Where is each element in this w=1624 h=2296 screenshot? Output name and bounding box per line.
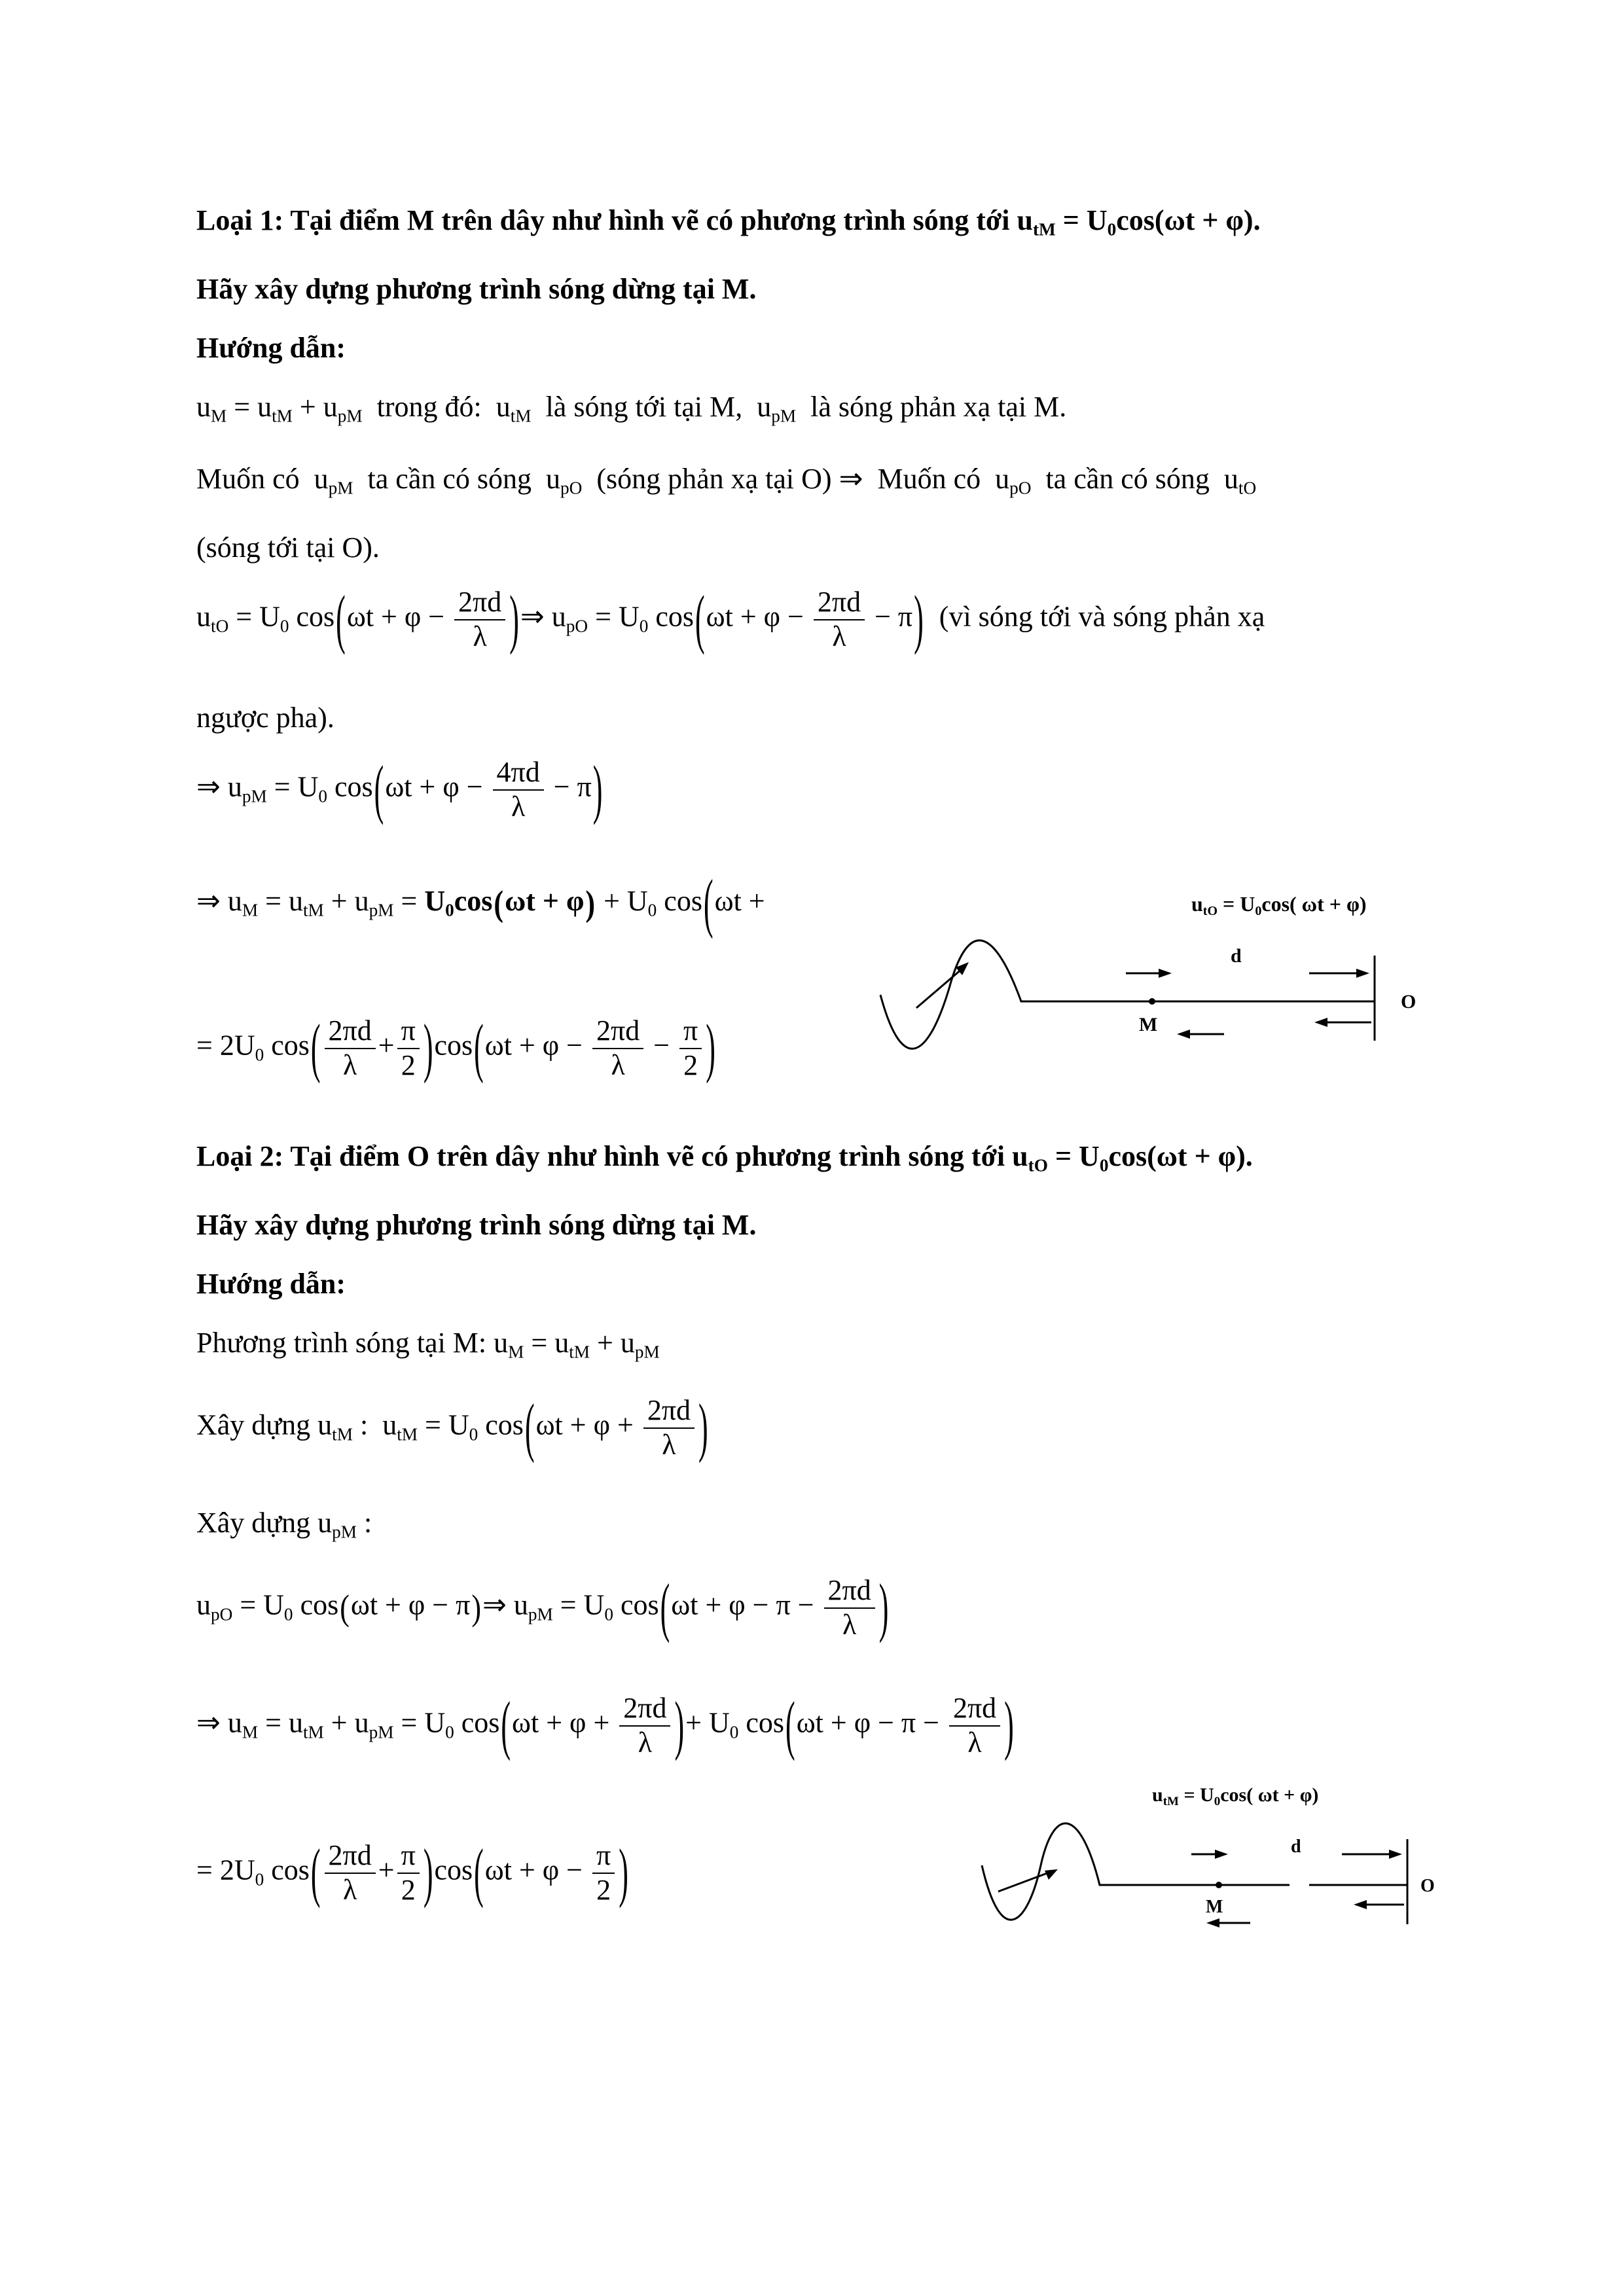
frac-2pid-lambda: $\frac{2\pi d}{\lambda}$: [643, 1394, 695, 1462]
type2-title-eq: $u_{tO} = U_0\cos(\omega t + \varphi)$.: [1012, 1140, 1253, 1175]
frac-2pid-lambda: $\frac{2\pi d}{\lambda}$: [619, 1692, 670, 1759]
frac-2pid-lambda: $\frac{2\pi d}{\lambda}$: [824, 1574, 875, 1641]
figure2-label-eq: $u_{tM} = U_0\cos$( ωt + φ): [1152, 1784, 1319, 1808]
type1-note: (vì sóng tới và sóng phản xạ: [939, 600, 1265, 633]
type2-title: [196, 1140, 1253, 1175]
frac-2pid-lambda: $\frac{2\pi d}{\lambda}$: [949, 1692, 1000, 1759]
type2-line1: Phương trình sóng tại M: $u_M = u_{tM} + u_{pM}$: [196, 1327, 660, 1362]
type1-eq-um: ⇒ $u_M = u_{tM} + u_{pM} = U_0\cos(\omega t + \varphi) + U_0$ cos(ωt +: [196, 866, 765, 941]
type1-line1-text: $u_M = u_{tM} + u_{pM}$ trong đó: $u_{tM}$ là sóng tới tại M, $u_{pM}$ là sóng phản xạ tại M.: [196, 391, 1067, 426]
figure2-label-M: M: [1206, 1897, 1223, 1917]
frac-pi-2: $\frac{\pi}{2}$: [397, 1839, 420, 1907]
figure2-label-O: O: [1420, 1876, 1435, 1896]
figure1-label-eq: utO = U0cos( ωt + φ): [1191, 892, 1367, 918]
frac-4pid-lambda: $\frac{4\pi d}{\lambda}$: [493, 756, 544, 823]
type1-eq-uto: $u_{tO} = U_0$ cos(ωt + φ − $\frac{2\pi d}{\lambda}$ )⇒ $u_{pO} = U_0$ cos(ωt + φ − $\frac{2\pi d}{\lambda}$ − π) (vì sóng tới và sóng phản xạ: [196, 582, 1265, 656]
frac-pi-2: $\frac{\pi}{2}$: [592, 1839, 615, 1907]
type2-line1-text: Phương trình sóng tại M:: [196, 1327, 487, 1359]
type2-eq-result: = $2U_0$ cos( $\frac{2\pi d}{\lambda}$ + $\frac{\pi}{2}$ )cos(ωt + φ − $\frac{\pi}{2}$ ): [196, 1835, 628, 1909]
figure1-wave-diagram: [877, 877, 1453, 1067]
figure2-label-d: d: [1291, 1837, 1301, 1857]
type1-title: [196, 204, 1261, 240]
frac-pi-2: $\frac{\pi}{2}$: [679, 1014, 702, 1082]
type1-note-end: ngược pha).: [196, 702, 334, 734]
figure1-label-d: d: [1231, 945, 1242, 967]
type1-line2-text: Muốn có $u_{pM}$ ta cần có sóng $u_{pO}$ (sóng phản xạ tại O) ⇒ Muốn có $u_{pO}$ ta cần có sóng $u_{tO}$: [196, 463, 1257, 498]
type1-eq-upm: ⇒ $u_{pM} = U_0$ cos(ωt + φ − $\frac{4\pi d}{\lambda}$ − π): [196, 752, 603, 826]
type1-title-line2: Hãy xây dựng phương trình sóng dừng tại M.: [196, 273, 757, 305]
type1-title-eq: $u_{tM} = U_0\cos(\omega t + \varphi)$.: [1017, 204, 1261, 240]
frac-2pid-lambda: $\frac{2\pi d}{\lambda}$: [325, 1014, 376, 1082]
figure2-wave-diagram: [975, 1767, 1460, 1937]
type1-title-text: Loại 1: Tại điểm M trên dây như hình vẽ có phương trình sóng tới: [196, 204, 1010, 236]
type2-line3-text: Xây dựng: [196, 1507, 311, 1539]
frac-2pid-lambda: $\frac{2\pi d}{\lambda}$: [814, 586, 865, 653]
type2-line2-text: Xây dựng: [196, 1408, 311, 1441]
type2-line2: Xây dựng $u_{tM}$ : $u_{tM} = U_0$ cos(ωt + φ + $\frac{2\pi d}{\lambda}$ ): [196, 1390, 708, 1464]
frac-2pid-lambda: $\frac{2\pi d}{\lambda}$: [592, 1014, 643, 1082]
type2-title-line2: Hãy xây dựng phương trình sóng dừng tại M.: [196, 1209, 757, 1241]
figure1-label-M: M: [1139, 1014, 1158, 1035]
type1-line3: (sóng tới tại O).: [196, 531, 380, 564]
type2-line3: Xây dựng $u_{pM}$ :: [196, 1507, 372, 1542]
type2-eq-um: ⇒ $u_M = u_{tM} + u_{pM} = U_0$ cos(ωt + φ + $\frac{2\pi d}{\lambda}$ )+ $U_0$ cos(ωt + φ − π − $\frac{2\pi d}{\lambda}$ ): [196, 1688, 1014, 1762]
figure1-label-O: O: [1401, 991, 1416, 1013]
type1-guide-label: Hướng dẫn:: [196, 332, 346, 364]
type1-line1: [196, 391, 1067, 426]
type1-eq-result: = $2U_0$ cos( $\frac{2\pi d}{\lambda}$ + $\frac{\pi}{2}$ )cos(ωt + φ − $\frac{2\pi d}{\lambda}$ − $\frac{\pi}{2}$ ): [196, 1011, 715, 1085]
type2-eq-upo: $u_{pO} = U_0$ cos(ωt + φ − π)⇒ $u_{pM} = U_0$ cos(ωt + φ − π − $\frac{2\pi d}{\lambda}$ ): [196, 1570, 889, 1644]
frac-pi-2: $\frac{\pi}{2}$: [397, 1014, 420, 1082]
frac-2pid-lambda: $\frac{2\pi d}{\lambda}$: [454, 586, 505, 653]
type1-line2: [196, 463, 1257, 498]
type2-title-text: Loại 2: Tại điểm O trên dây như hình vẽ có phương trình sóng tới: [196, 1140, 1005, 1172]
type2-guide-label: Hướng dẫn:: [196, 1268, 346, 1300]
frac-2pid-lambda: $\frac{2\pi d}{\lambda}$: [325, 1839, 376, 1907]
